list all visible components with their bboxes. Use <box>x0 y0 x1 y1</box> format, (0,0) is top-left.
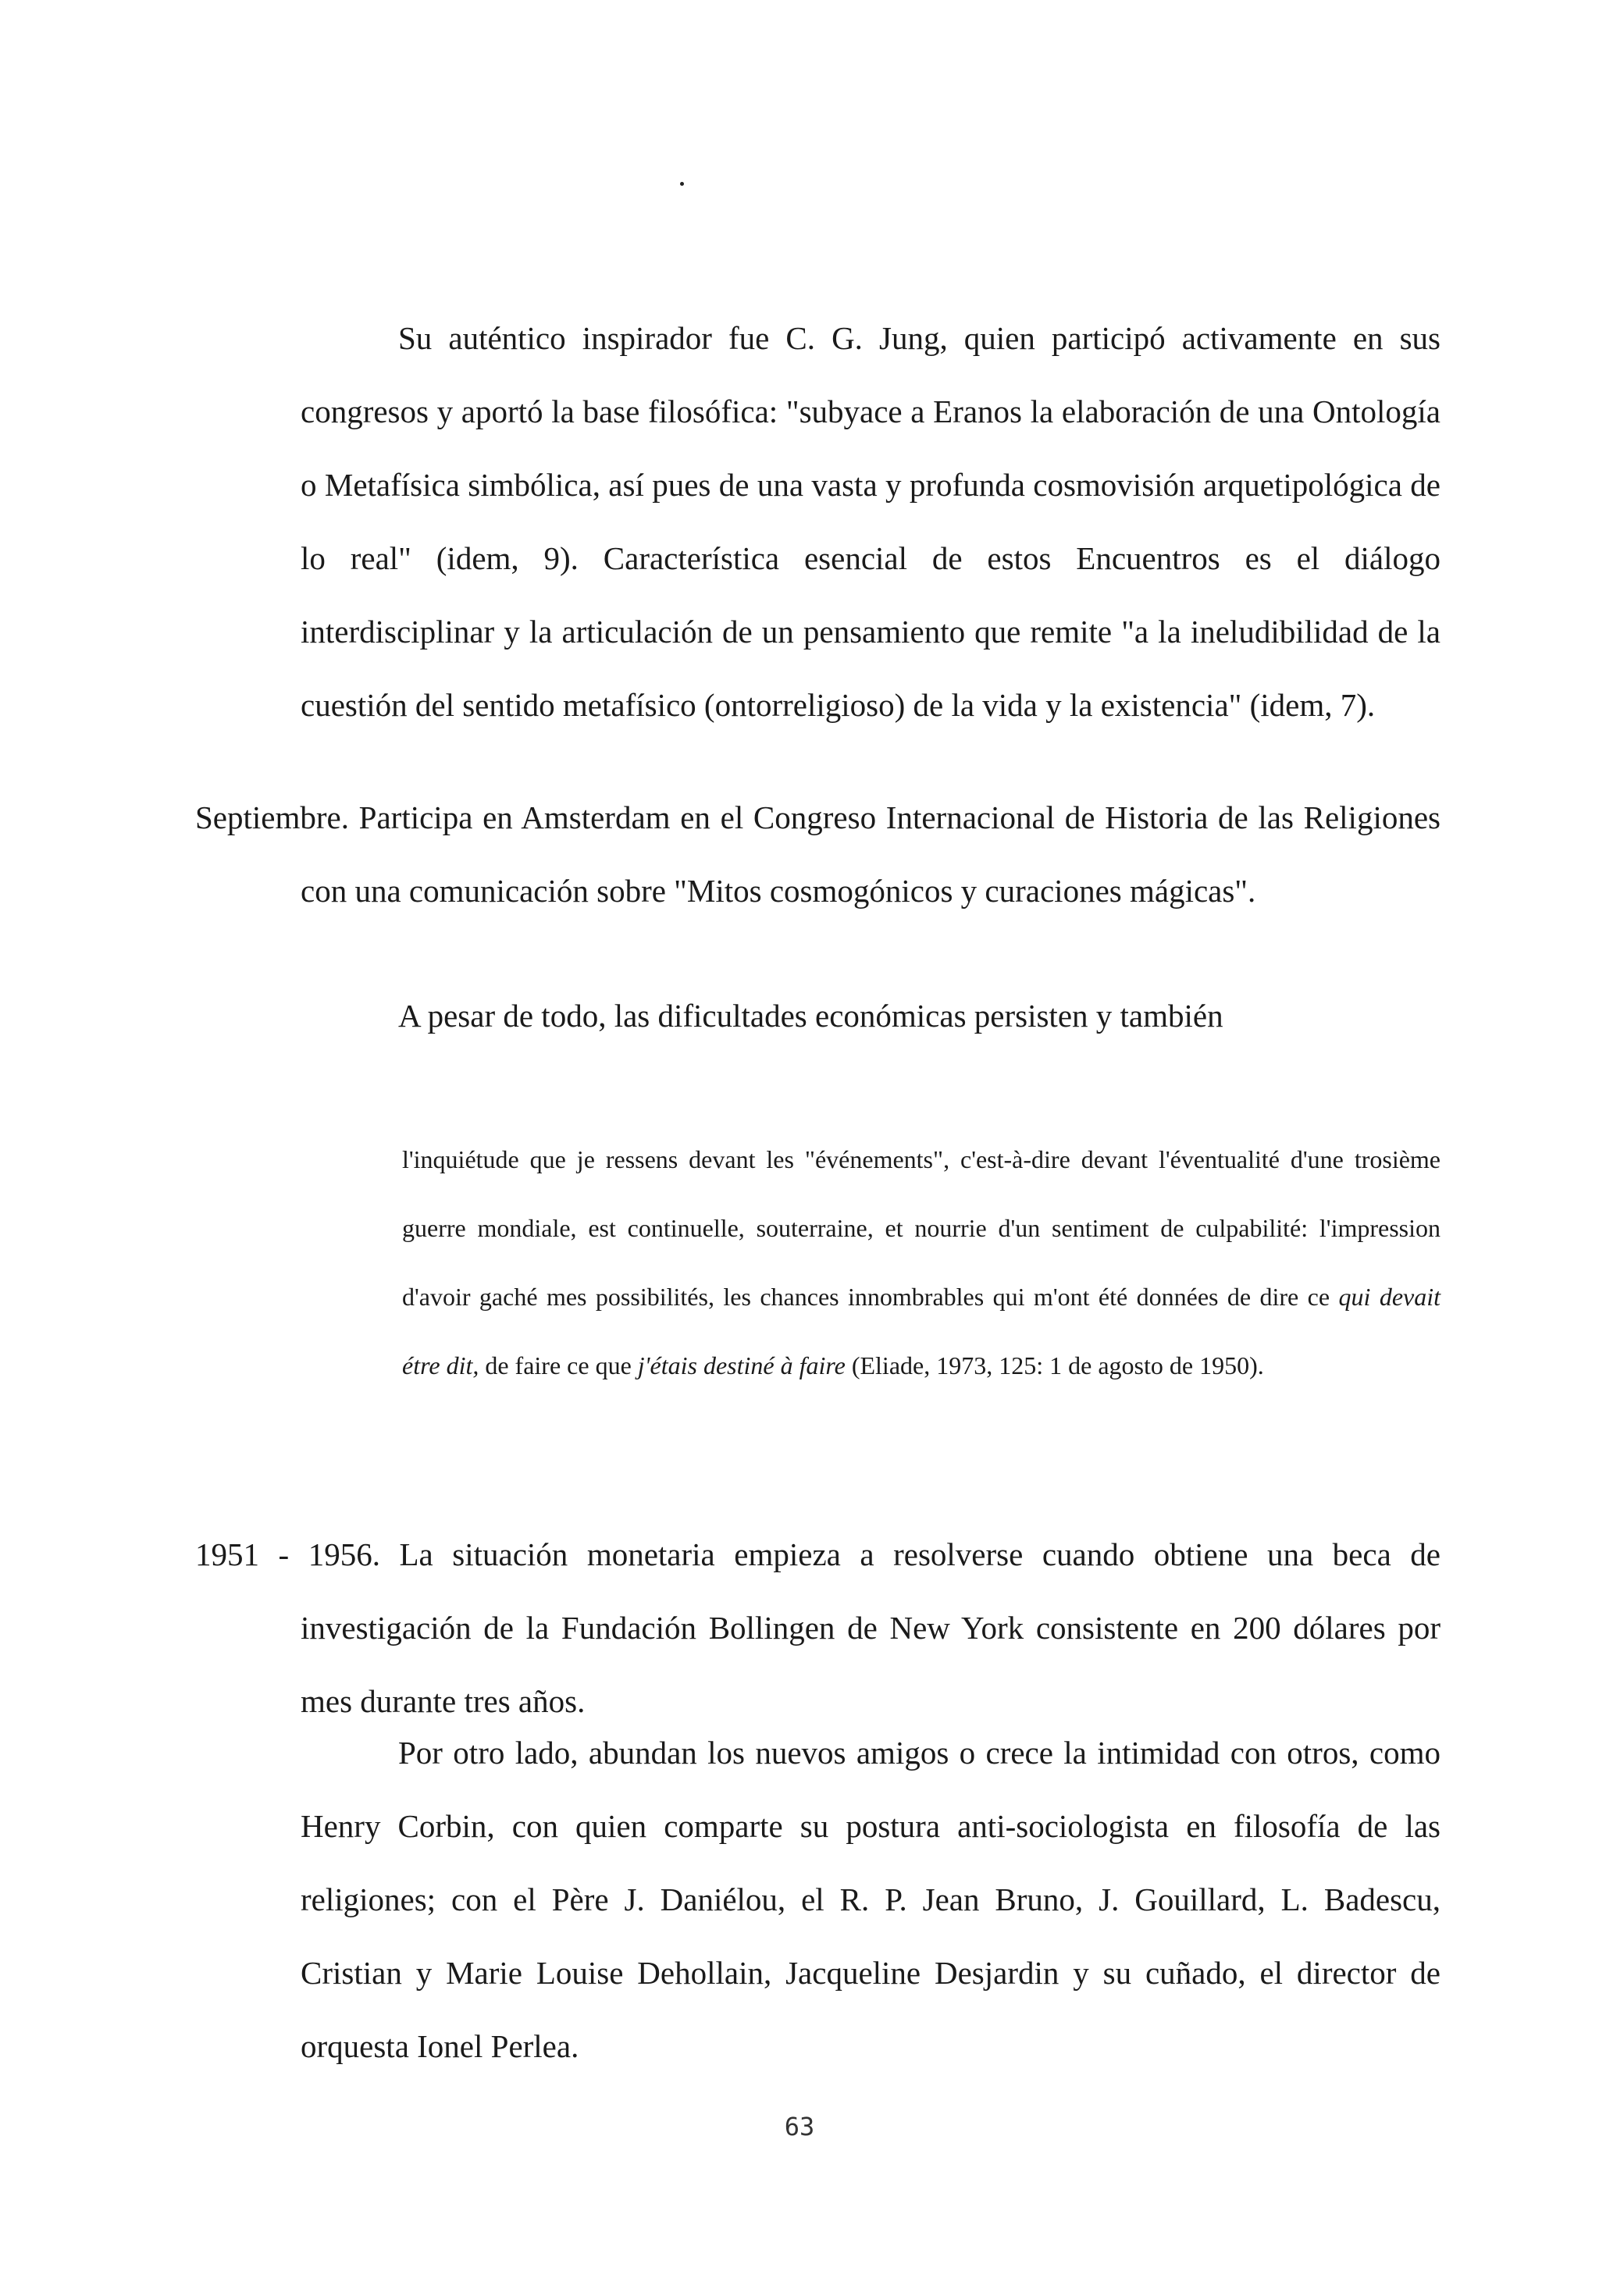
paragraph-septiembre: Septiembre. Participa en Amsterdam en el Congreso Internacional de Historia de las Religiones con una comunicación sobre "Mitos cosmogónicos y curaciones mágicas". <box>195 799 1441 909</box>
paragraph-a-pesar: A pesar de todo, las dificultades económicas persisten y también <box>398 998 1223 1034</box>
quote-text-1: l'inquiétude que je ressens devant les "événements", c'est-à-dire devant l'éventualité d'une trosième guerre mondiale, est continuelle, souterraine, et nourrie d'un sentiment de culpabilité: l'impression d'avoir gaché mes possibilités, les chances innombrables qui m'ont été données de dire ce <box>402 1145 1441 1311</box>
quote-text-2: de faire ce que <box>479 1351 638 1379</box>
paragraph-por-otro-lado: Por otro lado, abundan los nuevos amigos o crece la intimidad con otros, como Henry Corbin, con quien comparte su postura anti-sociologista en filosofía de las religiones; con el Père J. Daniélou, el R. P. Jean Bruno, J. Gouillard, L. Badescu, Cristian y Marie Louise Dehollain, Jacqueline Desjardin y su cuñado, el director de orquesta Ionel Perlea. <box>301 1735 1441 2064</box>
block-quote-eliade <box>402 1125 1441 1400</box>
paragraph-1951-1956: 1951 - 1956. La situación monetaria empieza a resolverse cuando obtiene una beca de investigación de la Fundación Bollingen de New York consistente en 200 dólares por mes durante tres años. <box>195 1536 1441 1719</box>
stray-mark <box>680 182 684 186</box>
page-number: 63 <box>784 2112 815 2141</box>
quote-italic-1: qui devait étre dit, <box>402 1283 1441 1379</box>
quote-text-3: (Eliade, 1973, 125: 1 de agosto de 1950). <box>845 1351 1264 1379</box>
quote-italic-2: j'étais destiné à faire <box>637 1351 846 1379</box>
paragraph-jung: Su auténtico inspirador fue C. G. Jung, quien participó activamente en sus congresos y aportó la base filosófica: "subyace a Eranos la elaboración de una Ontología o Metafísica simbólica, así pues de una vasta y profunda cosmovisión arquetipológica de lo real" (idem, 9). Característica esencial de estos Encuentros es el diálogo interdisciplinar y la articulación de un pensamiento que remite "a la ineludibilidad de la cuestión del sentido metafísico (ontorreligioso) de la vida y la existencia" (idem, 7). <box>301 320 1441 723</box>
